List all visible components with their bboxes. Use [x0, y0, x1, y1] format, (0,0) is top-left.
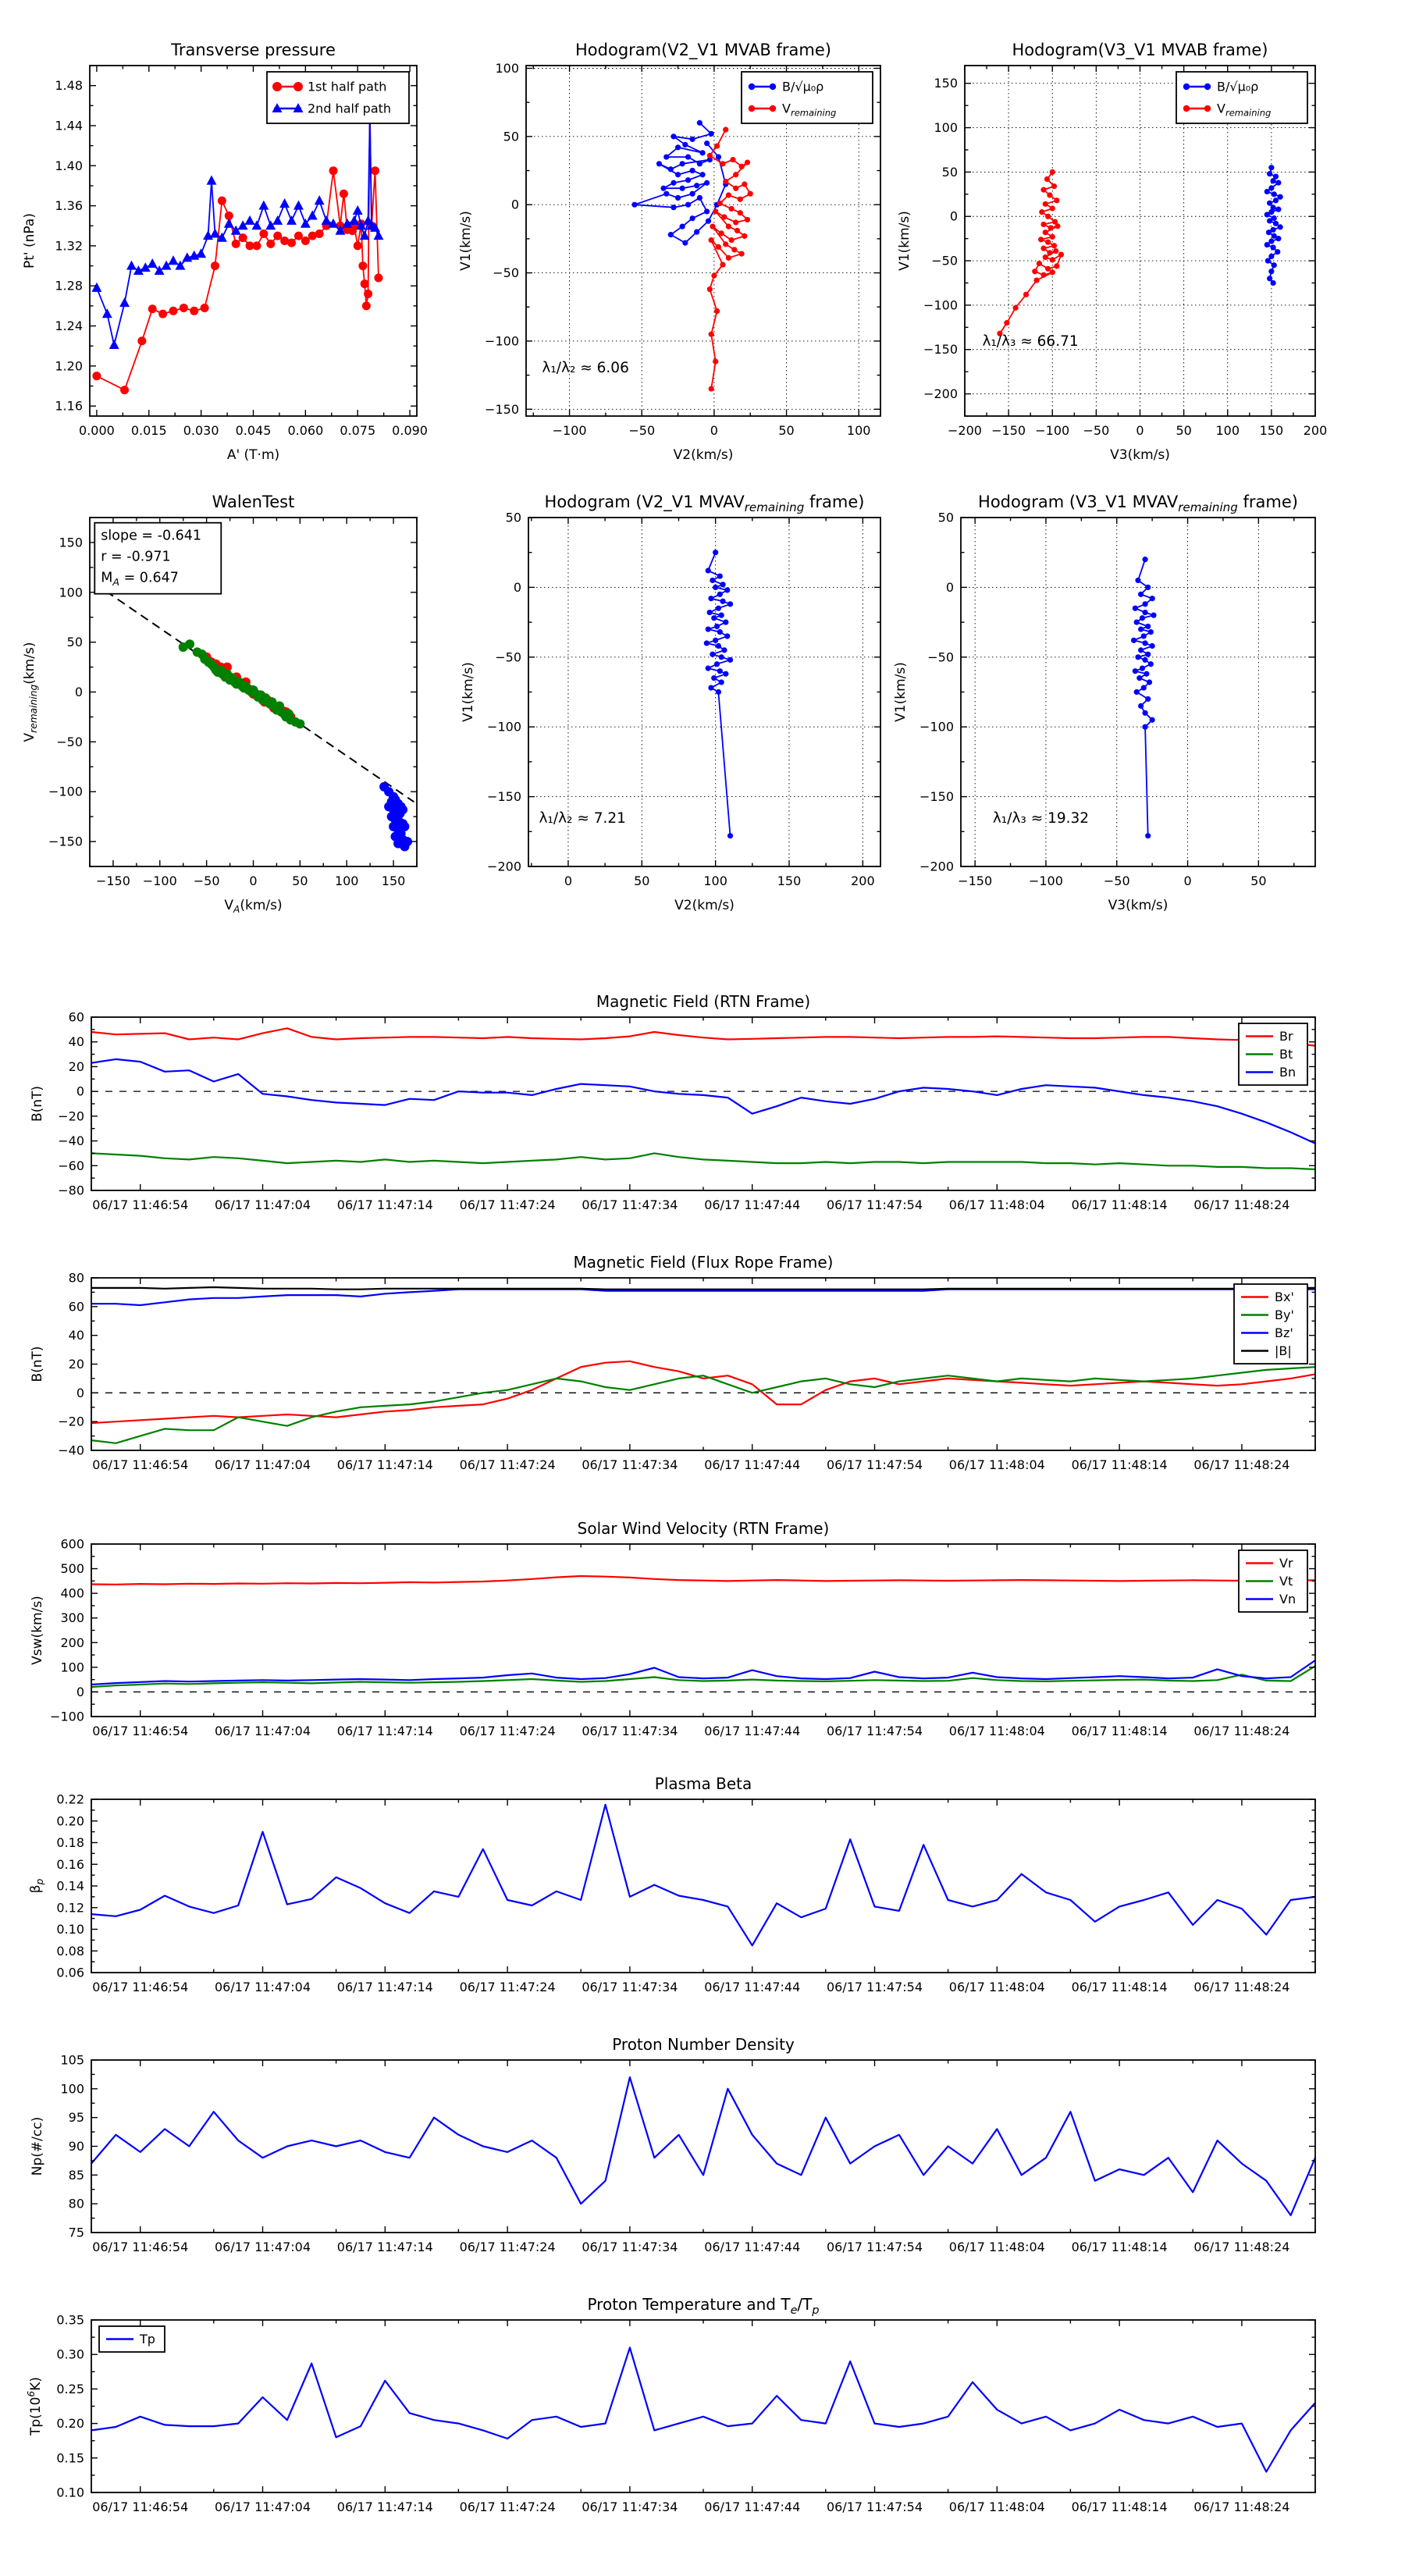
svg-text:−50: −50: [931, 253, 958, 269]
svg-text:60: 60: [68, 1009, 84, 1025]
svg-text:06/17 11:47:24: 06/17 11:47:24: [459, 1457, 556, 1472]
svg-text:A' (T·m): A' (T·m): [226, 447, 280, 463]
svg-text:06/17 11:47:44: 06/17 11:47:44: [704, 1724, 801, 1738]
svg-text:0.10: 0.10: [56, 1922, 84, 1937]
svg-text:150: 150: [59, 535, 83, 550]
svg-text:λ₁/λ₂ ≈ 7.21: λ₁/λ₂ ≈ 7.21: [539, 810, 626, 827]
svg-text:06/17 11:46:54: 06/17 11:46:54: [92, 1724, 189, 1738]
svg-text:Vremaining​: $V_{remaining}$: [782, 101, 837, 119]
svg-text:0: 0: [76, 1684, 84, 1699]
svg-text:06/17 11:48:14: 06/17 11:48:14: [1071, 1724, 1168, 1738]
svg-text:06/17 11:47:34: 06/17 11:47:34: [582, 1980, 678, 1994]
svg-text:0.075: 0.075: [340, 423, 376, 438]
svg-text:Np(#/cc): Np(#/cc): [30, 2116, 45, 2176]
svg-text:−200: −200: [487, 859, 521, 874]
svg-text:0: 0: [513, 579, 521, 595]
svg-text:Br: Br: [1279, 1029, 1293, 1044]
svg-text:−100: −100: [487, 719, 521, 735]
svg-text:200: 200: [1303, 423, 1328, 438]
svg-text:0.12: 0.12: [56, 1900, 84, 1916]
svg-text:V1(km/s): V1(km/s): [893, 662, 909, 722]
svg-text:150: 150: [777, 873, 802, 888]
svg-text:0.090: 0.090: [392, 423, 428, 438]
svg-text:06/17 11:47:34: 06/17 11:47:34: [582, 1457, 678, 1472]
svg-text:Tp(106​K): $Tp(10^6K)$: [26, 2376, 44, 2436]
svg-text:βp​: $\beta_p$: [28, 1878, 46, 1894]
svg-text:−150: −150: [48, 834, 83, 849]
svg-text:B(nT): B(nT): [30, 1085, 45, 1123]
svg-text:0: 0: [949, 208, 958, 224]
b-rtn-legend: [1239, 1023, 1307, 1085]
svg-text:VA​(km/s): $V_A(km/s)$: [224, 898, 283, 916]
svg-text:0: 0: [945, 579, 954, 595]
svg-text:06/17 11:47:44: 06/17 11:47:44: [704, 1197, 801, 1212]
svg-text:−150: −150: [958, 873, 993, 888]
svg-text:1.32: 1.32: [55, 238, 83, 254]
svg-text:06/17 11:47:04: 06/17 11:47:04: [214, 1457, 311, 1472]
svg-text:400: 400: [60, 1585, 84, 1601]
svg-text:−100: −100: [552, 423, 587, 438]
svg-text:−150: −150: [95, 873, 130, 888]
svg-text:06/17 11:48:24: 06/17 11:48:24: [1193, 1724, 1290, 1738]
svg-text:20: 20: [68, 1357, 84, 1372]
svg-text:−50: −50: [628, 423, 656, 438]
svg-text:1.16: 1.16: [55, 398, 83, 414]
svg-text:06/17 11:46:54: 06/17 11:46:54: [92, 2500, 189, 2514]
svg-text:06/17 11:47:14: 06/17 11:47:14: [336, 1197, 433, 1212]
svg-text:60: 60: [68, 1299, 84, 1315]
svg-text:06/17 11:47:24: 06/17 11:47:24: [459, 2500, 556, 2514]
svg-text:−50: −50: [495, 649, 521, 665]
svg-text:−100: −100: [142, 873, 177, 888]
svg-text:λ₁/λ₂ ≈ 6.06: λ₁/λ₂ ≈ 6.06: [542, 359, 629, 376]
svg-text:06/17 11:48:24: 06/17 11:48:24: [1193, 1457, 1290, 1472]
proton-temperature-legend: [99, 2326, 165, 2352]
svg-text:0.060: 0.060: [287, 423, 324, 438]
svg-text:0: 0: [710, 423, 718, 438]
svg-text:06/17 11:47:04: 06/17 11:47:04: [214, 2500, 311, 2514]
svg-text:−200: −200: [919, 859, 954, 874]
svg-text:λ₁/λ₃ ≈ 66.71: λ₁/λ₃ ≈ 66.71: [982, 333, 1079, 350]
svg-text:−20: −20: [58, 1414, 84, 1429]
svg-text:06/17 11:47:04: 06/17 11:47:04: [214, 1197, 311, 1212]
svg-text:Vremaining​: $V_{remaining}$: [1217, 101, 1272, 119]
svg-text:06/17 11:48:04: 06/17 11:48:04: [948, 1457, 1045, 1472]
svg-text:06/17 11:47:44: 06/17 11:47:44: [704, 1457, 801, 1472]
svg-text:06/17 11:47:14: 06/17 11:47:14: [336, 1980, 433, 1994]
svg-text:Bn: Bn: [1279, 1065, 1297, 1080]
svg-text:06/17 11:48:14: 06/17 11:48:14: [1071, 1197, 1168, 1212]
svg-text:−100: −100: [50, 1709, 84, 1724]
svg-text:Proton Number Density: Proton Number Density: [612, 2035, 795, 2054]
svg-text:50: 50: [937, 510, 954, 525]
svg-text:Hodogram (V2_V1 MVAVremaining​: Hodogram (V2_V1 $MVAV_{remaining}$ frame): [544, 493, 865, 515]
svg-text:−200: −200: [923, 386, 958, 402]
svg-text:−150: −150: [991, 423, 1026, 438]
svg-text:06/17 11:47:54: 06/17 11:47:54: [826, 1197, 923, 1212]
svg-text:2nd half path: 2nd half path: [308, 101, 392, 116]
b-fluxrope-legend: [1234, 1284, 1307, 1364]
svg-text:−150: −150: [487, 789, 521, 805]
svg-text:500: 500: [60, 1561, 84, 1577]
svg-text:90: 90: [68, 2139, 84, 2154]
svg-text:06/17 11:46:54: 06/17 11:46:54: [92, 2240, 189, 2254]
svg-text:06/17 11:47:24: 06/17 11:47:24: [459, 2240, 556, 2254]
svg-text:−50: −50: [193, 873, 220, 888]
svg-text:06/17 11:47:54: 06/17 11:47:54: [826, 2500, 923, 2514]
svg-text:Vn: Vn: [1279, 1592, 1297, 1606]
svg-text:−40: −40: [58, 1133, 84, 1149]
svg-text:06/17 11:47:34: 06/17 11:47:34: [582, 1197, 678, 1212]
svg-text:Proton Temperature and Te​/Tp​: Proton Temperature and $T_e/T_p$: [587, 2295, 820, 2317]
svg-text:1.44: 1.44: [55, 118, 83, 133]
svg-text:V1(km/s): V1(km/s): [461, 662, 476, 722]
svg-text:0.20: 0.20: [56, 2416, 84, 2432]
svg-text:06/17 11:47:44: 06/17 11:47:44: [704, 1980, 801, 1994]
svg-text:−200: −200: [948, 423, 982, 438]
svg-text:85: 85: [68, 2167, 84, 2183]
svg-text:50: 50: [66, 635, 83, 650]
svg-text:|B|: |B|: [1275, 1343, 1292, 1358]
svg-text:300: 300: [60, 1610, 84, 1626]
svg-text:06/17 11:47:44: 06/17 11:47:44: [704, 2240, 801, 2254]
svg-text:−40: −40: [58, 1443, 84, 1458]
svg-text:V1(km/s): V1(km/s): [458, 211, 474, 271]
svg-text:150: 150: [934, 76, 958, 91]
svg-text:0.000: 0.000: [79, 423, 115, 438]
hodogram-v2v1-mvab-legend: [742, 72, 873, 123]
svg-text:06/17 11:48:04: 06/17 11:48:04: [948, 1197, 1045, 1212]
svg-text:0: 0: [510, 197, 519, 212]
svg-text:Plasma Beta: Plasma Beta: [654, 1774, 752, 1793]
svg-text:06/17 11:47:14: 06/17 11:47:14: [336, 1724, 433, 1738]
svg-text:−50: −50: [56, 734, 83, 749]
svg-text:−100: −100: [923, 297, 958, 313]
svg-text:Magnetic Field (Flux Rope Fram: Magnetic Field (Flux Rope Frame): [573, 1253, 834, 1272]
svg-text:0.30: 0.30: [56, 2347, 84, 2362]
svg-text:1.28: 1.28: [55, 278, 83, 294]
svg-text:0: 0: [1183, 873, 1192, 888]
svg-text:100: 100: [495, 60, 519, 76]
svg-text:06/17 11:47:34: 06/17 11:47:34: [582, 2240, 678, 2254]
svg-text:Hodogram (V3_V1 MVAVremaining​: Hodogram (V3_V1 $MVAV_{remaining}$ frame): [978, 493, 1298, 515]
svg-text:B/√μ₀ρ: B/√μ₀ρ: [782, 79, 824, 94]
svg-text:0.35: 0.35: [56, 2312, 84, 2328]
svg-text:−80: −80: [58, 1183, 84, 1198]
svg-text:WalenTest: WalenTest: [212, 493, 295, 511]
svg-text:0: 0: [1136, 423, 1144, 438]
svg-text:100: 100: [703, 873, 727, 888]
svg-text:40: 40: [68, 1328, 84, 1343]
svg-text:r = -0.971: r = -0.971: [101, 549, 171, 565]
svg-text:06/17 11:48:14: 06/17 11:48:14: [1071, 1980, 1168, 1994]
svg-text:100: 100: [1215, 423, 1240, 438]
svg-text:V3(km/s): V3(km/s): [1108, 898, 1168, 913]
svg-text:06/17 11:47:44: 06/17 11:47:44: [704, 2500, 801, 2514]
svg-text:06/17 11:47:54: 06/17 11:47:54: [826, 1980, 923, 1994]
svg-text:0.18: 0.18: [56, 1835, 84, 1850]
svg-text:−50: −50: [1103, 873, 1130, 888]
svg-text:06/17 11:47:24: 06/17 11:47:24: [459, 1724, 556, 1738]
svg-text:06/17 11:47:04: 06/17 11:47:04: [214, 1980, 311, 1994]
svg-text:100: 100: [934, 120, 958, 136]
svg-text:MA​ = 0.647: $M_A = 0.647$: [101, 570, 179, 588]
svg-text:V3(km/s): V3(km/s): [1110, 447, 1170, 463]
svg-text:0.15: 0.15: [56, 2450, 84, 2466]
svg-text:0.045: 0.045: [235, 423, 272, 438]
svg-text:0.08: 0.08: [56, 1943, 84, 1959]
svg-text:−150: −150: [919, 789, 954, 805]
svg-text:06/17 11:47:04: 06/17 11:47:04: [214, 1724, 311, 1738]
svg-text:1.36: 1.36: [55, 198, 83, 214]
svg-text:Solar Wind Velocity (RTN Frame: Solar Wind Velocity (RTN Frame): [577, 1519, 830, 1538]
svg-text:50: 50: [634, 873, 650, 888]
svg-text:0: 0: [76, 1083, 84, 1099]
svg-text:−50: −50: [927, 649, 954, 665]
svg-text:95: 95: [68, 2110, 84, 2126]
svg-text:06/17 11:48:14: 06/17 11:48:14: [1071, 2240, 1168, 2254]
svg-text:105: 105: [60, 2052, 84, 2068]
svg-text:100: 100: [334, 873, 359, 888]
svg-text:−60: −60: [58, 1158, 84, 1173]
svg-text:06/17 11:48:24: 06/17 11:48:24: [1193, 1980, 1290, 1994]
svg-text:−50: −50: [1083, 423, 1110, 438]
svg-text:40: 40: [68, 1034, 84, 1050]
svg-text:0: 0: [564, 873, 573, 888]
svg-text:06/17 11:47:14: 06/17 11:47:14: [336, 2240, 433, 2254]
svg-text:−20: −20: [58, 1108, 84, 1124]
svg-text:0: 0: [74, 685, 83, 699]
svg-text:0.25: 0.25: [56, 2381, 84, 2396]
svg-text:100: 100: [59, 585, 83, 600]
svg-text:50: 50: [778, 423, 795, 438]
svg-text:B/√μ₀ρ: B/√μ₀ρ: [1217, 79, 1259, 94]
svg-text:06/17 11:48:24: 06/17 11:48:24: [1193, 1197, 1290, 1212]
svg-text:1st half path: 1st half path: [308, 79, 387, 94]
svg-text:06/17 11:47:24: 06/17 11:47:24: [459, 1980, 556, 1994]
svg-text:By': By': [1275, 1308, 1294, 1322]
svg-text:06/17 11:48:14: 06/17 11:48:14: [1071, 2500, 1168, 2514]
svg-text:0.10: 0.10: [56, 2485, 84, 2500]
svg-text:200: 200: [851, 873, 875, 888]
svg-text:06/17 11:48:04: 06/17 11:48:04: [948, 2500, 1045, 2514]
svg-text:06/17 11:47:24: 06/17 11:47:24: [459, 1197, 556, 1212]
svg-text:06/17 11:47:14: 06/17 11:47:14: [336, 2500, 433, 2514]
svg-text:Bx': Bx': [1275, 1290, 1294, 1304]
svg-text:50: 50: [503, 129, 519, 144]
svg-text:λ₁/λ₃ ≈ 19.32: λ₁/λ₃ ≈ 19.32: [992, 810, 1090, 827]
svg-text:−100: −100: [1035, 423, 1070, 438]
svg-text:Vr: Vr: [1279, 1556, 1293, 1571]
svg-text:0.06: 0.06: [56, 1965, 84, 1980]
svg-text:0: 0: [76, 1385, 84, 1400]
svg-text:50: 50: [292, 873, 308, 888]
svg-text:0.14: 0.14: [56, 1878, 84, 1894]
svg-text:Vremaining​(km/s): $V_{remaining}(km/s)$: [22, 642, 40, 742]
svg-text:−50: −50: [493, 265, 519, 281]
svg-text:−100: −100: [1028, 873, 1063, 888]
svg-text:1.40: 1.40: [55, 158, 83, 173]
svg-text:100: 100: [846, 423, 871, 438]
svg-text:Vt: Vt: [1279, 1574, 1293, 1589]
svg-text:Transverse pressure: Transverse pressure: [171, 41, 336, 59]
svg-text:06/17 11:47:54: 06/17 11:47:54: [826, 2240, 923, 2254]
svg-text:Hodogram(V3_V1 MVAB frame): Hodogram(V3_V1 MVAB frame): [1012, 41, 1268, 59]
hodogram-v3v1-mvab-legend: [1176, 72, 1307, 123]
svg-text:06/17 11:47:04: 06/17 11:47:04: [214, 2240, 311, 2254]
svg-text:50: 50: [1250, 873, 1267, 888]
svg-text:150: 150: [1259, 423, 1284, 438]
svg-text:06/17 11:47:14: 06/17 11:47:14: [336, 1457, 433, 1472]
svg-text:B(nT): B(nT): [30, 1346, 45, 1382]
svg-text:06/17 11:48:04: 06/17 11:48:04: [948, 1724, 1045, 1738]
svg-text:0: 0: [249, 873, 258, 888]
svg-text:06/17 11:46:54: 06/17 11:46:54: [92, 1980, 189, 1994]
svg-text:06/17 11:48:24: 06/17 11:48:24: [1193, 2500, 1290, 2514]
svg-text:1.48: 1.48: [55, 78, 83, 94]
svg-text:0.16: 0.16: [56, 1856, 84, 1872]
svg-text:50: 50: [1176, 423, 1192, 438]
svg-text:−100: −100: [485, 333, 519, 349]
svg-text:600: 600: [60, 1536, 84, 1552]
svg-text:06/17 11:46:54: 06/17 11:46:54: [92, 1197, 189, 1212]
svg-text:100: 100: [60, 2081, 84, 2097]
transverse-pressure-legend: [267, 72, 409, 123]
svg-text:06/17 11:48:24: 06/17 11:48:24: [1193, 2240, 1290, 2254]
svg-text:−150: −150: [485, 401, 519, 417]
svg-text:06/17 11:47:34: 06/17 11:47:34: [582, 2500, 678, 2514]
svg-text:Pt' (nPa): Pt' (nPa): [22, 213, 37, 269]
svg-text:75: 75: [68, 2225, 84, 2240]
vsw-rtn-legend: [1239, 1550, 1307, 1612]
svg-text:Tp: Tp: [140, 2332, 155, 2347]
svg-text:100: 100: [60, 1660, 84, 1675]
svg-text:Bt: Bt: [1279, 1047, 1293, 1062]
svg-text:06/17 11:47:54: 06/17 11:47:54: [826, 1457, 923, 1472]
svg-text:0.20: 0.20: [56, 1813, 84, 1829]
svg-text:20: 20: [68, 1059, 84, 1074]
svg-text:V2(km/s): V2(km/s): [674, 898, 735, 913]
svg-text:1.20: 1.20: [55, 358, 83, 374]
svg-text:Bz': Bz': [1275, 1325, 1293, 1340]
svg-text:V2(km/s): V2(km/s): [673, 447, 734, 463]
svg-text:06/17 11:46:54: 06/17 11:46:54: [92, 1457, 189, 1472]
svg-text:06/17 11:48:04: 06/17 11:48:04: [948, 2240, 1045, 2254]
svg-text:Magnetic Field (RTN Frame): Magnetic Field (RTN Frame): [596, 992, 811, 1011]
svg-text:80: 80: [68, 1270, 84, 1286]
svg-text:0.030: 0.030: [183, 423, 219, 438]
svg-text:06/17 11:47:54: 06/17 11:47:54: [826, 1724, 923, 1738]
svg-text:0.015: 0.015: [130, 423, 167, 438]
svg-text:06/17 11:47:34: 06/17 11:47:34: [582, 1724, 678, 1738]
svg-text:06/17 11:48:04: 06/17 11:48:04: [948, 1980, 1045, 1994]
svg-text:150: 150: [381, 873, 406, 888]
svg-text:−100: −100: [919, 719, 954, 735]
svg-text:−100: −100: [48, 784, 83, 799]
svg-text:50: 50: [941, 164, 958, 180]
svg-text:1.24: 1.24: [55, 318, 83, 334]
svg-text:Hodogram(V2_V1 MVAB frame): Hodogram(V2_V1 MVAB frame): [575, 41, 831, 59]
svg-text:V1(km/s): V1(km/s): [897, 211, 912, 271]
svg-text:Vsw(km/s): Vsw(km/s): [30, 1596, 45, 1665]
svg-text:06/17 11:48:14: 06/17 11:48:14: [1071, 1457, 1168, 1472]
svg-text:−150: −150: [923, 342, 958, 358]
svg-text:50: 50: [505, 510, 521, 525]
svg-text:80: 80: [68, 2196, 84, 2211]
svg-text:200: 200: [60, 1635, 84, 1650]
svg-text:0.22: 0.22: [56, 1791, 84, 1807]
svg-text:slope = -0.641: slope = -0.641: [101, 528, 202, 544]
